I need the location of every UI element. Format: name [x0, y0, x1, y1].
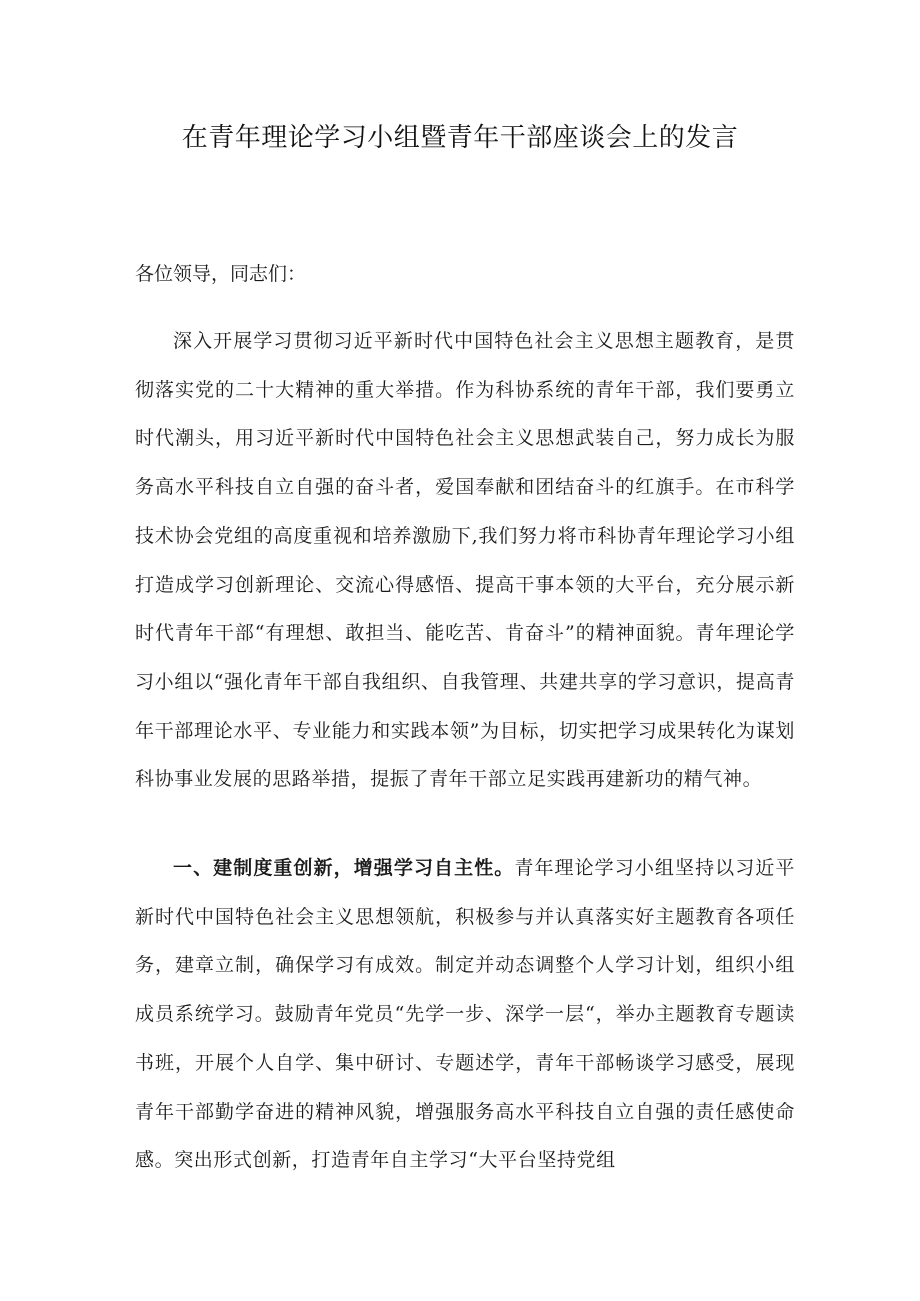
salutation: 各位领导，同志们： — [135, 263, 307, 285]
paragraph-text: 深入开展学习贯彻习近平新时代中国特色社会主义思想主题教育，是贯彻落实党的二十大精神的重大举措。作为科协系统的青年干部，我们要勇立时代潮头，用习近平新时代中国特色社会主义思想武装自己，努力成长为服务高水平科技自立自强的奋斗者，爱国奉献和团结奋斗的红旗手。在市科学技术协会党组的高度重视和培养激励下,我们努力将市科协青年理论学习小组打造成学习创新理论、交流心得感悟、提高干事本领的大平台，充分展示新时代青年干部“有理想、敢担当、能吃苦、肯奋斗”的精神面貌。青年理论学习小组以“强化青年干部自我组织、自我管理、共建共享的学习意识，提高青年干部理论水平、专业能力和实践本领”为目标，切实把学习成果转化为谋划科协事业发展的思路举措，提振了青年干部立足实践再建新功的精气神。 — [135, 330, 795, 791]
section-paragraph — [135, 844, 795, 1185]
document-title: 在青年理论学习小组暨青年干部座谈会上的发言 — [181, 123, 739, 153]
section-heading: 一、建制度重创新，增强学习自主性。 — [173, 857, 515, 879]
body-paragraph — [135, 317, 795, 804]
paragraph-text: 青年理论学习小组坚持以习近平新时代中国特色社会主义思想领航，积极参与并认真落实好主题教育各项任务，建章立制，确保学习有成效。制定并动态调整个人学习计划，组织小组成员系统学习。鼓励青年党员“先学一步、深学一层“，举办主题教育专题读书班，开展个人自学、集中研讨、专题述学，青年干部畅谈学习感受，展现青年干部勤学奋进的精神风貌，增强服务高水平科技自立自强的责任感使命感。突出形式创新，打造青年自主学习“大平台坚持党组 — [135, 857, 795, 1172]
